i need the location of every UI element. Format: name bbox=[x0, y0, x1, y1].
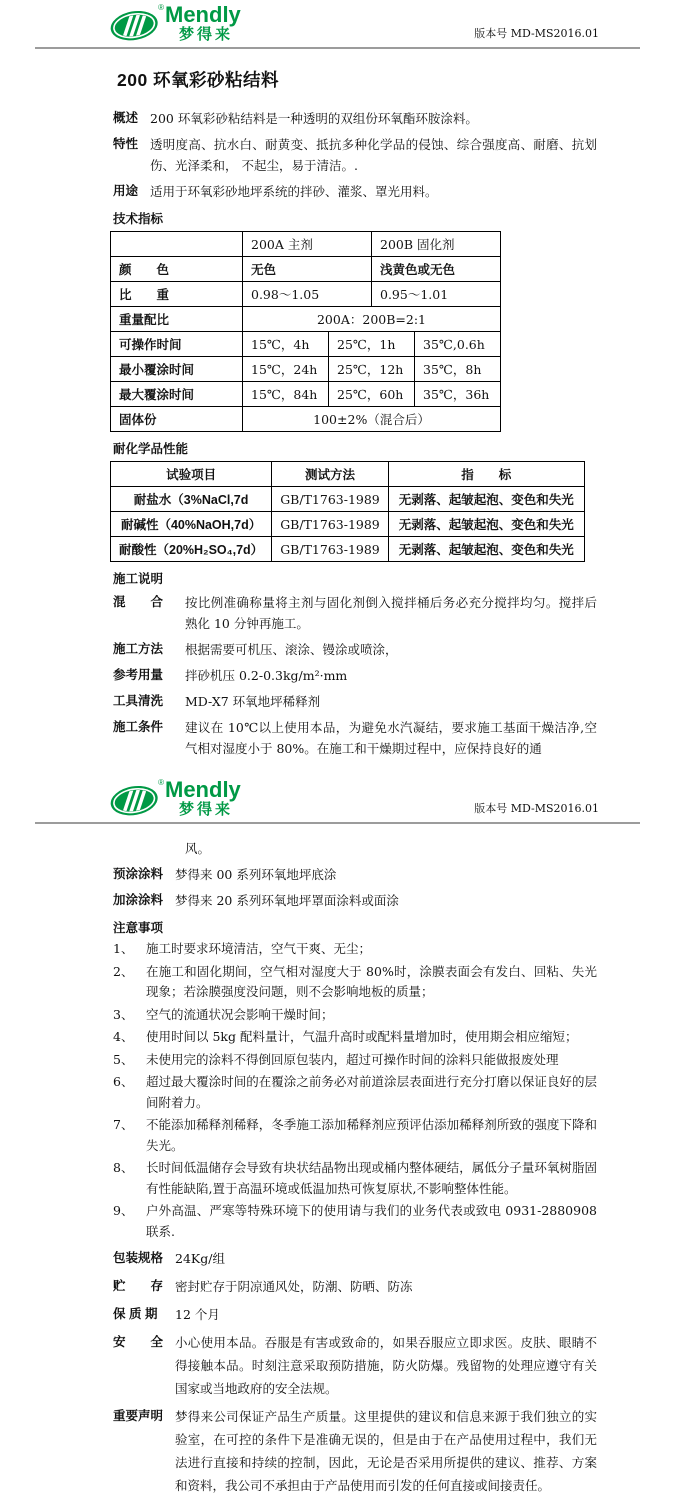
page-2 bbox=[0, 765, 687, 1506]
registered-trademark-icon: ® bbox=[158, 3, 164, 12]
table-cell: 测试方法 bbox=[272, 462, 389, 487]
note-text: 户外高温、严寒等特殊环境下的使用请与我们的业务代表或致电 0931-2880908 联系. bbox=[146, 1203, 597, 1239]
usage-row bbox=[113, 181, 597, 202]
method-row bbox=[113, 639, 597, 660]
chem-resistance-table bbox=[110, 461, 585, 562]
table-cell: GB/T1763-1989 bbox=[272, 512, 389, 537]
table-cell: 颜 色 bbox=[111, 257, 243, 282]
table-cell: 最小覆涂时间 bbox=[111, 357, 243, 382]
table-cell: 无色 bbox=[243, 257, 372, 282]
disclaimer-label: 重要声明 bbox=[113, 1409, 164, 1423]
features-text: 透明度高、抗水白、耐黄变、抵抗多种化学品的侵蚀、综合强度高、耐磨、抗划伤、光泽柔和， 不起尘，易于清洁。. bbox=[150, 137, 597, 173]
note-text: 长时间低温储存会导致有块状结晶物出现或桶内整体硬结，属低分子量环氧树脂固有性能缺陷,置于高温环境或低温加热可恢复原状,不影响整体性能。 bbox=[146, 1160, 597, 1196]
overview-label: 概述 bbox=[113, 111, 139, 125]
note-item bbox=[113, 1158, 597, 1199]
table-cell: 耐碱性（40%NaOH,7d） bbox=[111, 512, 272, 537]
brand-name-cn: 梦得来 bbox=[179, 801, 234, 818]
topcoat-text: 梦得来 20 系列环氧地坪罩面涂料或面涂 bbox=[175, 893, 399, 908]
table-cell: 200A：200B=2:1 bbox=[243, 307, 501, 332]
storage-text: 密封贮存于阴凉通风处，防潮、防晒、防冻 bbox=[175, 1279, 413, 1294]
page1-header bbox=[0, 0, 687, 44]
chem-resistance-heading: 耐化学品性能 bbox=[113, 442, 189, 456]
table-row bbox=[111, 232, 501, 257]
dosage-row bbox=[113, 665, 597, 686]
table-cell: 15℃，84h bbox=[243, 382, 329, 407]
table-cell: 试验项目 bbox=[111, 462, 272, 487]
brand-name-en: Mendly bbox=[165, 777, 241, 802]
table-cell: 35℃，8h bbox=[415, 357, 501, 382]
note-text: 不能添加稀释剂稀释，冬季施工添加稀释剂应预评估添加稀释剂所致的强度下降和失光。 bbox=[146, 1117, 597, 1153]
mendly-logo-icon bbox=[108, 4, 162, 44]
dosage-label: 参考用量 bbox=[113, 668, 164, 682]
safety-text: 小心使用本品。吞服是有害或致命的，如果吞服应立即求医。皮肤、眼睛不得接触本品。时刻注意采取预防措施，防火防爆。残留物的处理应遵守有关国家或当地政府的安全法规。 bbox=[175, 1335, 597, 1396]
note-item bbox=[113, 1005, 597, 1026]
note-item bbox=[113, 939, 597, 960]
packaging-text: 24Kg/组 bbox=[175, 1251, 225, 1266]
table-row bbox=[111, 257, 501, 282]
primer-label: 预涂涂料 bbox=[113, 867, 164, 881]
notes-heading: 注意事项 bbox=[113, 921, 164, 935]
note-item bbox=[113, 1027, 597, 1048]
dosage-text: 拌砂机压 0.2-0.3kg/m²·mm bbox=[185, 668, 348, 683]
note-text: 空气的流通状况会影响干燥时间； bbox=[146, 1006, 334, 1022]
table-row bbox=[111, 537, 585, 562]
note-number: 9、 bbox=[113, 1203, 134, 1218]
note-text: 超过最大覆涂时间的在覆涂之前务必对前道涂层表面进行充分打磨以保证良好的层间附着力。 bbox=[146, 1074, 597, 1110]
note-number: 5、 bbox=[113, 1051, 134, 1067]
registered-trademark-icon: ® bbox=[158, 778, 164, 787]
table-cell: 无剥落、起皱起泡、变色和失光 bbox=[388, 487, 584, 512]
storage-label: 贮 存 bbox=[113, 1279, 164, 1293]
table-cell: 15℃，24h bbox=[243, 357, 329, 382]
table-row bbox=[111, 382, 501, 407]
table-cell: 200A 主剂 bbox=[243, 232, 372, 257]
tool-cleaning-row bbox=[113, 691, 597, 712]
table-cell: 25℃，1h bbox=[329, 332, 415, 357]
shelf-life-label: 保 质 期 bbox=[113, 1307, 158, 1321]
note-text: 施工时要求环境清洁，空气干爽、无尘； bbox=[146, 941, 372, 956]
table-row bbox=[111, 307, 501, 332]
note-item bbox=[113, 1072, 597, 1113]
table-cell: 无剥落、起皱起泡、变色和失光 bbox=[388, 537, 584, 562]
table-cell: 200B 固化剂 bbox=[372, 232, 501, 257]
shelf-life-row bbox=[113, 1303, 597, 1326]
note-number: 8、 bbox=[113, 1160, 134, 1175]
note-text: 在施工和固化期间，空气相对湿度大于 80%时，涂膜表面会有发白、回粘、失光现象；若涂膜强度没问题，则不会影响地板的质量； bbox=[146, 963, 597, 999]
mendly-ellipse-icon bbox=[108, 779, 162, 819]
mixing-label: 混 合 bbox=[113, 595, 164, 609]
usage-label: 用途 bbox=[113, 184, 139, 198]
table-cell: 25℃，12h bbox=[329, 357, 415, 382]
table-row bbox=[111, 487, 585, 512]
primer-text: 梦得来 00 系列环氧地坪底涂 bbox=[175, 867, 337, 882]
brand-wordmark bbox=[165, 779, 241, 817]
features-row bbox=[113, 134, 597, 176]
shelf-life-text: 12 个月 bbox=[175, 1307, 220, 1322]
safety-row bbox=[113, 1331, 597, 1400]
note-number: 7、 bbox=[113, 1117, 134, 1132]
note-number: 2、 bbox=[113, 963, 134, 979]
topcoat-row bbox=[113, 890, 597, 911]
packaging-label: 包装规格 bbox=[113, 1251, 164, 1265]
features-label: 特性 bbox=[113, 137, 139, 151]
table-row bbox=[111, 512, 585, 537]
version-label: 版本号 MD-MS2016.01 bbox=[474, 802, 599, 815]
storage-row bbox=[113, 1275, 597, 1298]
table-cell: 0.95～1.01 bbox=[372, 282, 501, 307]
table-cell: 35℃,0.6h bbox=[415, 332, 501, 357]
conditions-label: 施工条件 bbox=[113, 720, 164, 734]
conditions-text: 建议在 10℃以上使用本品，为避免水汽凝结，要求施工基面干燥洁净,空气相对湿度小于 80%。在施工和干燥期过程中，应保持良好的通 bbox=[185, 720, 597, 756]
tech-spec-heading: 技术指标 bbox=[113, 212, 164, 226]
note-item bbox=[113, 1050, 597, 1071]
note-item bbox=[113, 1201, 597, 1242]
mixing-row bbox=[113, 592, 597, 634]
note-item bbox=[113, 1115, 597, 1156]
topcoat-label: 加涂涂料 bbox=[113, 893, 164, 907]
note-number: 1、 bbox=[113, 941, 134, 956]
table-cell: 无剥落、起皱起泡、变色和失光 bbox=[388, 512, 584, 537]
brand-name-cn: 梦得来 bbox=[179, 26, 234, 43]
brand-name-en: Mendly bbox=[165, 2, 241, 27]
conditions-row bbox=[113, 717, 597, 759]
packaging-row bbox=[113, 1247, 597, 1270]
mendly-logo-icon bbox=[108, 779, 162, 819]
table-cell: 最大覆涂时间 bbox=[111, 382, 243, 407]
table-cell: 耐酸性（20%H₂SO₄,7d） bbox=[111, 537, 272, 562]
page2-header bbox=[0, 775, 687, 819]
table-cell: 浅黄色或无色 bbox=[372, 257, 501, 282]
note-number: 6、 bbox=[113, 1074, 134, 1089]
table-cell: GB/T1763-1989 bbox=[272, 537, 389, 562]
table-cell: 0.98～1.05 bbox=[243, 282, 372, 307]
overview-text: 200 环氧彩砂粘结料是一种透明的双组份环氧酯环胺涂料。 bbox=[150, 111, 478, 126]
table-cell: 重量配比 bbox=[111, 307, 243, 332]
note-number: 4、 bbox=[113, 1029, 134, 1044]
header-rule bbox=[35, 47, 640, 49]
mendly-ellipse-icon bbox=[108, 4, 162, 44]
disclaimer-row bbox=[113, 1405, 597, 1497]
table-cell: 比 重 bbox=[111, 282, 243, 307]
table-row bbox=[111, 407, 501, 432]
construction-heading: 施工说明 bbox=[113, 572, 164, 586]
document-title: 200 环氧彩砂粘结料 bbox=[117, 70, 280, 90]
continuation-spacer bbox=[113, 838, 185, 859]
usage-text: 适用于环氧彩砂地坪系统的拌砂、灌浆、罩光用料。 bbox=[150, 184, 438, 199]
table-cell: 35℃，36h bbox=[415, 382, 501, 407]
brand-logo bbox=[108, 4, 241, 44]
tool-cleaning-text: MD-X7 环氧地坪稀释剂 bbox=[185, 694, 321, 709]
continuation-row bbox=[113, 838, 597, 859]
table-cell: 指 标 bbox=[388, 462, 584, 487]
header-rule bbox=[35, 822, 640, 824]
continuation-text: 风。 bbox=[185, 841, 211, 856]
method-label: 施工方法 bbox=[113, 642, 164, 656]
table-row bbox=[111, 462, 585, 487]
method-text: 根据需要可机压、滚涂、镘涂或喷涂， bbox=[185, 642, 398, 657]
table-cell: 可操作时间 bbox=[111, 332, 243, 357]
brand-logo bbox=[108, 779, 241, 819]
note-text: 未使用完的涂料不得倒回原包装内，超过可操作时间的涂料只能做报废处理 bbox=[146, 1051, 559, 1067]
note-number: 3、 bbox=[113, 1006, 134, 1022]
note-text: 使用时间以 5kg 配料量计，气温升高时或配料量增加时，使用期会相应缩短； bbox=[146, 1029, 578, 1044]
brand-wordmark bbox=[165, 4, 241, 42]
overview-row bbox=[113, 108, 597, 129]
tech-spec-table bbox=[110, 231, 501, 432]
table-cell: 25℃，60h bbox=[329, 382, 415, 407]
table-cell: 固体份 bbox=[111, 407, 243, 432]
disclaimer-text: 梦得来公司保证产品生产质量。这里提供的建议和信息来源于我们独立的实验室，在可控的条件下是准确无误的，但是由于在产品使用过程中，我们无法进行直接和持续的控制，因此，无论是否采用所提供的建议、推荐、方案和资料，我公司不承担由于产品使用而引发的任何直接或间接责任。 bbox=[175, 1409, 597, 1493]
table-cell: 耐盐水（3%NaCl,7d bbox=[111, 487, 272, 512]
table-cell bbox=[111, 232, 243, 257]
version-label: 版本号 MD-MS2016.01 bbox=[474, 27, 599, 40]
tool-cleaning-label: 工具清洗 bbox=[113, 694, 164, 708]
table-row bbox=[111, 357, 501, 382]
table-cell: 15℃，4h bbox=[243, 332, 329, 357]
safety-label: 安 全 bbox=[113, 1335, 164, 1349]
table-cell: GB/T1763-1989 bbox=[272, 487, 389, 512]
table-cell: 100±2%（混合后） bbox=[243, 407, 501, 432]
note-item bbox=[113, 962, 597, 1003]
mixing-text: 按比例准确称量将主剂与固化剂倒入搅拌桶后务必充分搅拌均匀。搅拌后熟化 10 分钟再施工。 bbox=[185, 595, 597, 631]
primer-row bbox=[113, 864, 597, 885]
table-row bbox=[111, 282, 501, 307]
table-row bbox=[111, 332, 501, 357]
